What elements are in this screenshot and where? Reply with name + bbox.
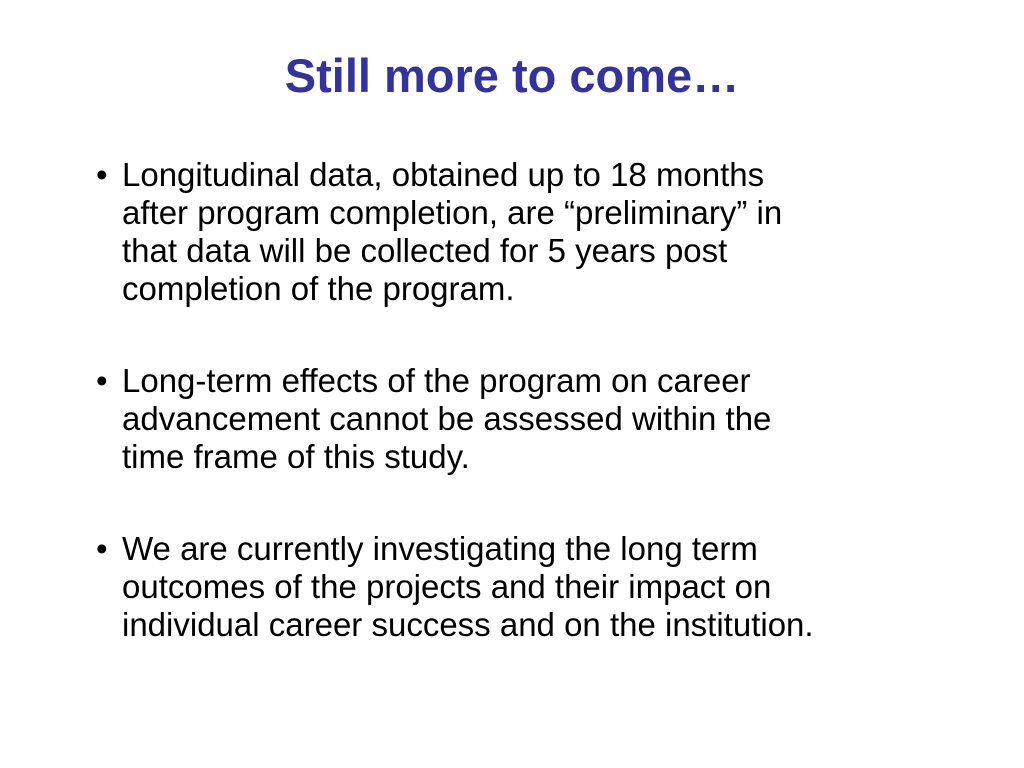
bullet-marker: •: [96, 530, 108, 567]
bullet-list: [96, 156, 976, 698]
bullet-text: Long-term effects of the program on career advancement cannot be assessed within the time frame of this study.: [122, 362, 772, 475]
slide-title: Still more to come…: [284, 49, 740, 102]
bullet-item: [96, 530, 976, 644]
bullet-item: [96, 156, 976, 308]
bullet-item: [96, 362, 976, 476]
bullet-text: We are currently investigating the long term outcomes of the projects and their impact on individual career success and on the institution.: [122, 530, 814, 643]
bullet-text: Longitudinal data, obtained up to 18 months after program completion, are “preliminary” in that data will be collected for 5 years post completion of the program.: [122, 156, 783, 307]
bullet-marker: •: [96, 362, 108, 399]
bullet-marker: •: [96, 156, 108, 193]
